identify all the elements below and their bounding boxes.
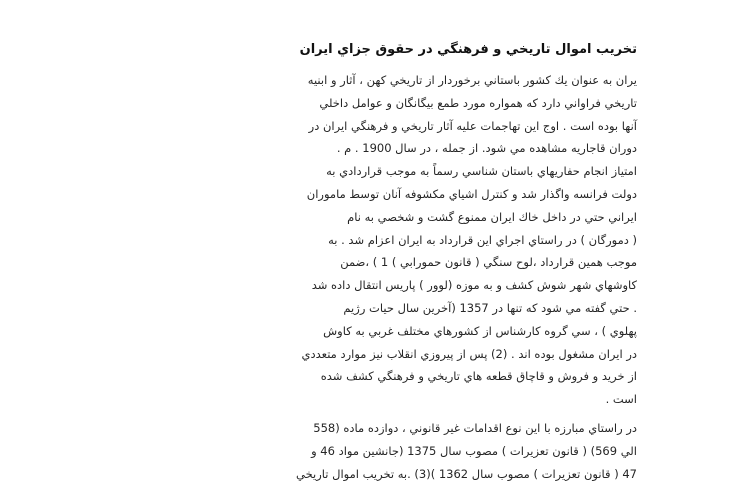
text-line: . حتي گفته مي شود كه تنها در 1357 (آخرين سال حيات رژيم bbox=[343, 300, 637, 315]
document-body bbox=[110, 40, 637, 485]
text-line: كاوشهاي شهر شوش كشف و به موزه (لوور ) پاريس انتقال داده شد bbox=[311, 278, 637, 293]
paragraph-1 bbox=[110, 69, 637, 411]
text-line: ايراني حتي در داخل خاك ايران ممنوع گشت و شخصي به نام bbox=[347, 209, 637, 224]
text-line: الي 569) ( قانون تعزيرات ) مصوب سال 1375 (جانشين مواد 46 و bbox=[311, 443, 637, 458]
text-line: دوران قاجاريه مشاهده مي شود. از جمله ، در سال 1900 . م . bbox=[336, 141, 637, 156]
text-line: تاريخي فراواني دارد كه همواره مورد طمع بيگانگان و عوامل داخلي bbox=[319, 95, 637, 110]
text-line: 47 ( قانون تعزيرات ) مصوب سال 1362 )(3) .به تخريب اموال تاريخي bbox=[295, 466, 637, 481]
text-line: ( دمورگان ) در راستاي اجراي اين قرارداد به ايران اعزام شد . به bbox=[328, 232, 637, 247]
text-line: در راستاي مبارزه با اين نوع اقدامات غير قانوني ، دوازده ماده (558 bbox=[313, 420, 637, 435]
text-line: است . bbox=[605, 392, 637, 407]
text-line: دولت فرانسه واگذار شد و كنترل اشياي مكشوفه آنان توسط ماموران bbox=[306, 186, 637, 201]
paragraph-2 bbox=[110, 417, 637, 485]
document-title: تخريب اموال تاريخي و فرهنگي در حقوق جزاي ايران bbox=[299, 42, 637, 57]
text-line: از خريد و فروش و قاچاق قطعه هاي تاريخي و فرهنگي كشف شده bbox=[320, 369, 637, 384]
text-line: موجب همين قرارداد ،لوح سنگي ( قانون حمورابي ) 1 ) ،ضمن bbox=[340, 255, 637, 270]
text-line: امتياز انجام حفاريهاي باستان شناسي رسماً به موجب قراردادي به bbox=[326, 164, 637, 179]
text-line: پهلوي ) ، سي گروه كارشناس از كشورهاي مختلف غربي به كاوش bbox=[323, 323, 637, 338]
text-line: يران به عنوان يك كشور باستاني برخوردار از تاريخي كهن ، آثار و ابنيه bbox=[307, 73, 637, 87]
text-line: در ايران مشغول بوده اند . (2) پس از پيروزي انقلاب نيز موارد متعددي bbox=[301, 346, 637, 361]
text-line: آنها بوده است . اوج اين تهاجمات عليه آثار تاريخي و فرهنگي ايران در bbox=[308, 118, 637, 133]
